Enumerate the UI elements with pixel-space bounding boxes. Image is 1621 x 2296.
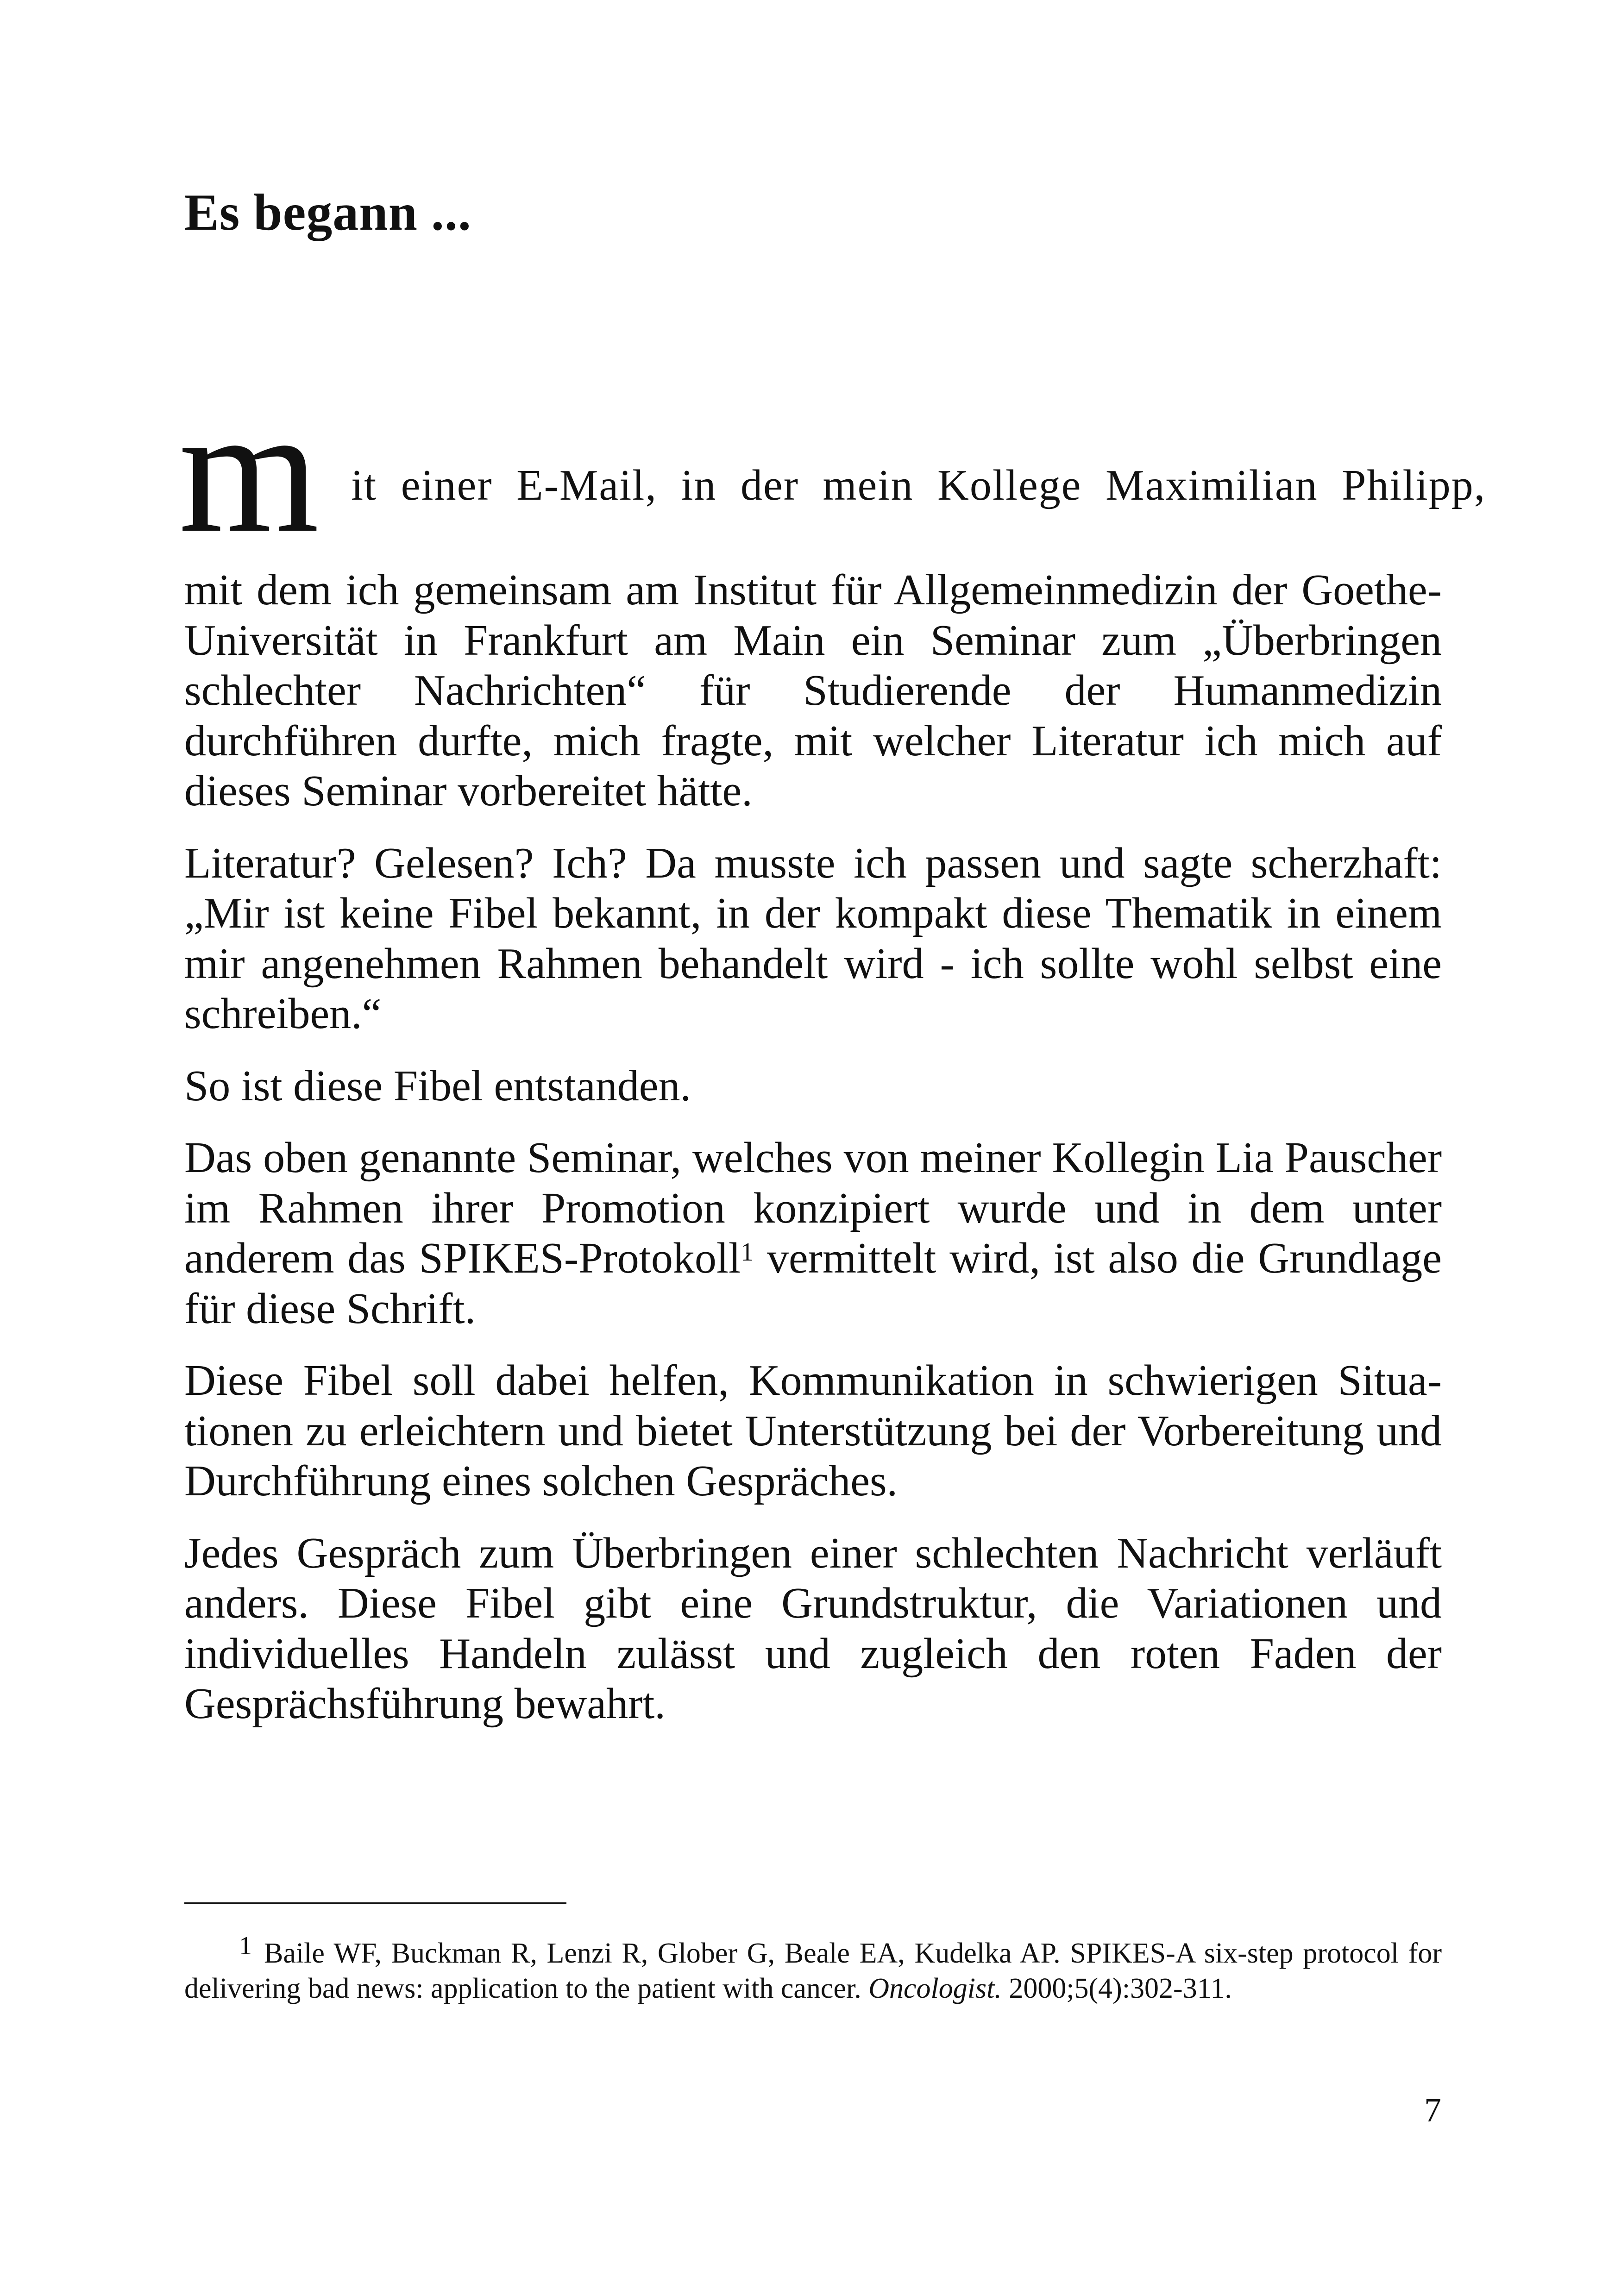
paragraph-5: Diese Fibel soll dabei helfen, Kommunikation in schwierigen Situationen zu erleichtern und bietet Unterstützung bei der Vorbereitung und Durchführung eines solchen Gespräches. [184, 1356, 1442, 1505]
paragraph-3: So ist diese Fibel entstanden. [184, 1061, 691, 1110]
page-number: 7 [1424, 2091, 1441, 2129]
footnote-citation: 2000;5(4):302-311. [1001, 1973, 1232, 2004]
footnote-journal: Oncologist. [868, 1973, 1002, 2004]
paragraph-2: Literatur? Gelesen? Ich? Da musste ich passen und sagte scherzhaft: „Mir ist keine Fibel bekannt, in der kompakt diese Thematik in einem mir angenehmen Rahmen behandelt wird - ich sollte wohl selbst eine schreiben.“ [184, 839, 1442, 1038]
chapter-heading: Es begann ... [184, 184, 471, 241]
footnote [184, 1932, 1442, 2006]
footnote-number: 1 [239, 1932, 252, 1960]
paragraph-1: mit dem ich gemeinsam am Institut für Allgemeinmedizin der Goethe-Universität in Frankfurt am Main ein Seminar zum „Überbringen schlechter Nachrichten“ für Studierende der Humanmedizin durchführen durfte, mich fragte, mit welcher Literatur ich mich auf dieses Seminar vorbereitet hätte. [184, 566, 1442, 815]
footnote-divider [184, 1902, 566, 1904]
footnote-reference[interactable]: 1 [741, 1238, 754, 1267]
paragraph-6: Jedes Gespräch zum Überbringen einer schlechten Nachricht verläuft anders. Diese Fibel gibt eine Grundstruktur, die Variationen und individuelles Handeln zulässt und zugleich den roten Faden der Gesprächsführung bewahrt. [184, 1529, 1442, 1728]
drop-cap: m [179, 370, 320, 570]
paragraph-4-text-before: Das oben genannte Seminar, welches von meiner Kollegin Lia Pauscher im Rahmen ihrer Promotion konzipiert wurde und in dem unter anderem das SPIKES-Protokoll [184, 1134, 1442, 1282]
paragraph-4 [184, 1133, 1442, 1334]
paragraph-4-text-after: vermittelt wird, ist also die Grundlage für diese Schrift. [184, 1234, 1442, 1333]
body-text [179, 370, 1486, 1751]
footnote-text: Baile WF, Buckman R, Lenzi R, Glober G, Beale EA, Kudelka AP. SPIKES-A six-step protocol for delivering bad news: application to the patient with cancer. [184, 1938, 1442, 2004]
paragraph-1-first-line: it einer E-Mail, in der mein Kollege Maximilian Philipp, [351, 461, 1486, 509]
paragraph-1-opening [179, 370, 1486, 570]
